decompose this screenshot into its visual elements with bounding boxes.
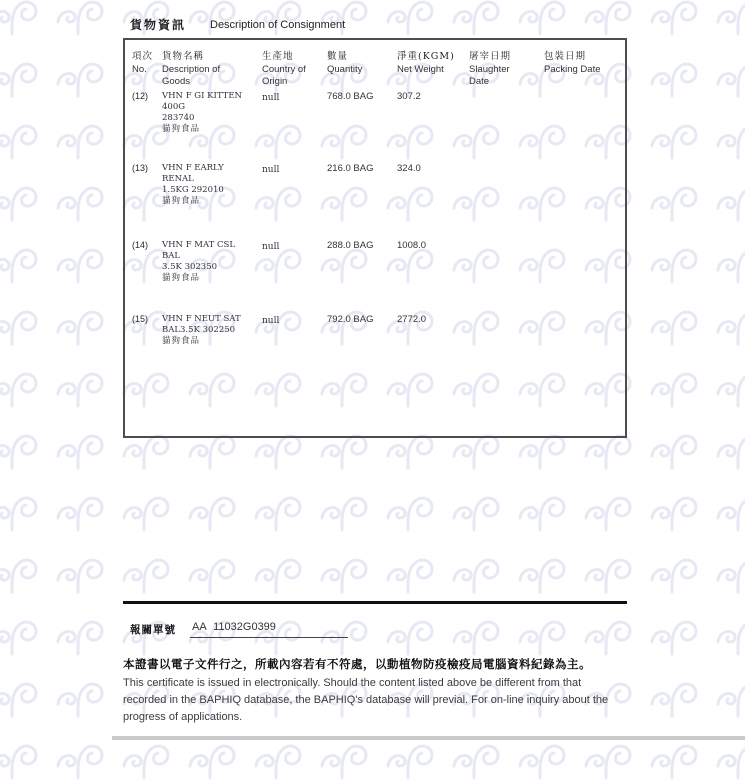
table-header-row xyxy=(125,40,625,88)
cell-net-weight: 1008.0 xyxy=(397,240,427,251)
cell-goods-name xyxy=(162,237,262,311)
cell-country-of-origin: null xyxy=(262,242,280,252)
cell-quantity: 768.0 BAG xyxy=(327,91,374,102)
baphiq-swirl-watermark-icon xyxy=(452,740,500,780)
cell-quantity: 216.0 BAG xyxy=(327,163,374,174)
goods-name-line2: 283740 xyxy=(162,113,195,123)
cell-goods-name xyxy=(162,88,262,160)
cell-packing-date xyxy=(544,237,625,311)
baphiq-swirl-watermark-icon xyxy=(0,740,38,780)
goods-category: 貓狗食品 xyxy=(162,124,201,134)
col-header-origin-zh: 生產地 xyxy=(262,51,294,62)
cell-slaughter-date xyxy=(469,88,544,160)
table-row xyxy=(125,237,625,311)
baphiq-swirl-watermark-icon xyxy=(56,740,104,780)
goods-category: 貓狗食品 xyxy=(162,273,201,283)
cell-net-weight: 307.2 xyxy=(397,91,421,102)
col-header-net-weight-zh: 淨重(KGM) xyxy=(397,51,455,62)
cell-quantity: 288.0 BAG xyxy=(327,240,374,251)
baphiq-swirl-watermark-icon xyxy=(188,740,236,780)
cell-slaughter-date xyxy=(469,237,544,311)
baphiq-swirl-watermark-icon xyxy=(518,740,566,780)
col-header-packing-date-zh: 包裝日期 xyxy=(544,51,587,62)
col-header-goods-zh: 貨物名稱 xyxy=(162,51,205,62)
cell-packing-date xyxy=(544,311,625,436)
col-header-slaughter-date-zh: 屠宰日期 xyxy=(469,51,512,62)
col-header-slaughter-date-en: Slaughter Date xyxy=(469,64,510,87)
goods-name-line1: VHN F MAT CSL BAL xyxy=(162,240,236,261)
goods-category: 貓狗食品 xyxy=(162,336,201,346)
col-header-quantity xyxy=(327,45,397,88)
baphiq-swirl-watermark-icon xyxy=(254,740,302,780)
cell-slaughter-date xyxy=(469,160,544,237)
table-row xyxy=(125,88,625,160)
cell-packing-date xyxy=(544,88,625,160)
table-row xyxy=(125,311,625,436)
section-title-en: Description of Consignment xyxy=(210,19,346,31)
consignment-table xyxy=(123,38,627,438)
col-header-goods-en: Description of Goods xyxy=(162,64,221,87)
col-header-goods xyxy=(162,45,262,88)
cell-packing-date xyxy=(544,160,625,237)
cell-goods-name xyxy=(162,160,262,237)
col-header-packing-date-en: Packing Date xyxy=(544,64,601,75)
baphiq-swirl-watermark-icon xyxy=(122,740,170,780)
cell-item-no: (14) xyxy=(132,240,149,250)
baphiq-swirl-watermark-icon xyxy=(716,740,745,780)
baphiq-swirl-watermark-icon xyxy=(320,740,368,780)
col-header-no-zh: 項次 xyxy=(132,51,154,62)
declaration-number-value: AA 11032G0399 xyxy=(190,621,348,638)
cell-net-weight: 2772.0 xyxy=(397,314,427,325)
cell-country-of-origin: null xyxy=(262,93,280,103)
cell-item-no: (15) xyxy=(132,314,149,324)
cell-net-weight: 324.0 xyxy=(397,163,421,174)
section-divider xyxy=(123,601,627,604)
goods-name-line1: VHN F NEUT SAT xyxy=(162,314,241,324)
col-header-packing-date xyxy=(544,45,625,88)
cell-slaughter-date xyxy=(469,311,544,436)
cell-item-no: (12) xyxy=(132,91,149,101)
table-row xyxy=(125,160,625,237)
col-header-quantity-zh: 數量 xyxy=(327,51,349,62)
cell-country-of-origin: null xyxy=(262,165,280,175)
col-header-quantity-en: Quantity xyxy=(327,64,363,75)
goods-name-line1: VHN F EARLY RENAL xyxy=(162,163,224,184)
col-header-origin-en: Country of Origin xyxy=(262,64,306,87)
notice-text-en: This certificate is issued in electronically. Should the content listed above be different from that recorded in the BAPHIQ database, the BAPHIQ's database will previal. For on-line inquiry about the progress of applications. xyxy=(123,677,609,723)
page-bottom-rule xyxy=(112,736,745,740)
goods-name-line2: 1.5KG 292010 xyxy=(162,185,224,195)
goods-name-line1: VHN F GI KITTEN 400G xyxy=(162,91,242,112)
baphiq-swirl-watermark-icon xyxy=(650,740,698,780)
baphiq-swirl-watermark-icon xyxy=(584,740,632,780)
goods-name-line2: 3.5K 302350 xyxy=(162,262,218,272)
baphiq-swirl-watermark-icon xyxy=(386,740,434,780)
declaration-number-label: 報關單號 xyxy=(130,624,176,636)
col-header-slaughter-date xyxy=(469,45,544,88)
col-header-no xyxy=(132,45,162,88)
cell-item-no: (13) xyxy=(132,163,149,173)
col-header-net-weight xyxy=(397,45,469,88)
cell-country-of-origin: null xyxy=(262,316,280,326)
goods-name-line2: BAL3.5K 302250 xyxy=(162,325,236,335)
col-header-origin xyxy=(262,45,327,88)
section-title-zh: 貨物資訊 xyxy=(130,18,187,32)
col-header-net-weight-en: Net Weight xyxy=(397,64,444,75)
cell-goods-name xyxy=(162,311,262,436)
cell-quantity: 792.0 BAG xyxy=(327,314,374,325)
col-header-no-en: No. xyxy=(132,64,147,75)
goods-category: 貓狗食品 xyxy=(162,196,201,206)
notice-text-zh: 本證書以電子文件行之，所載內容若有不符處，以動植物防疫檢疫局電腦資料紀錄為主。 xyxy=(123,657,591,671)
